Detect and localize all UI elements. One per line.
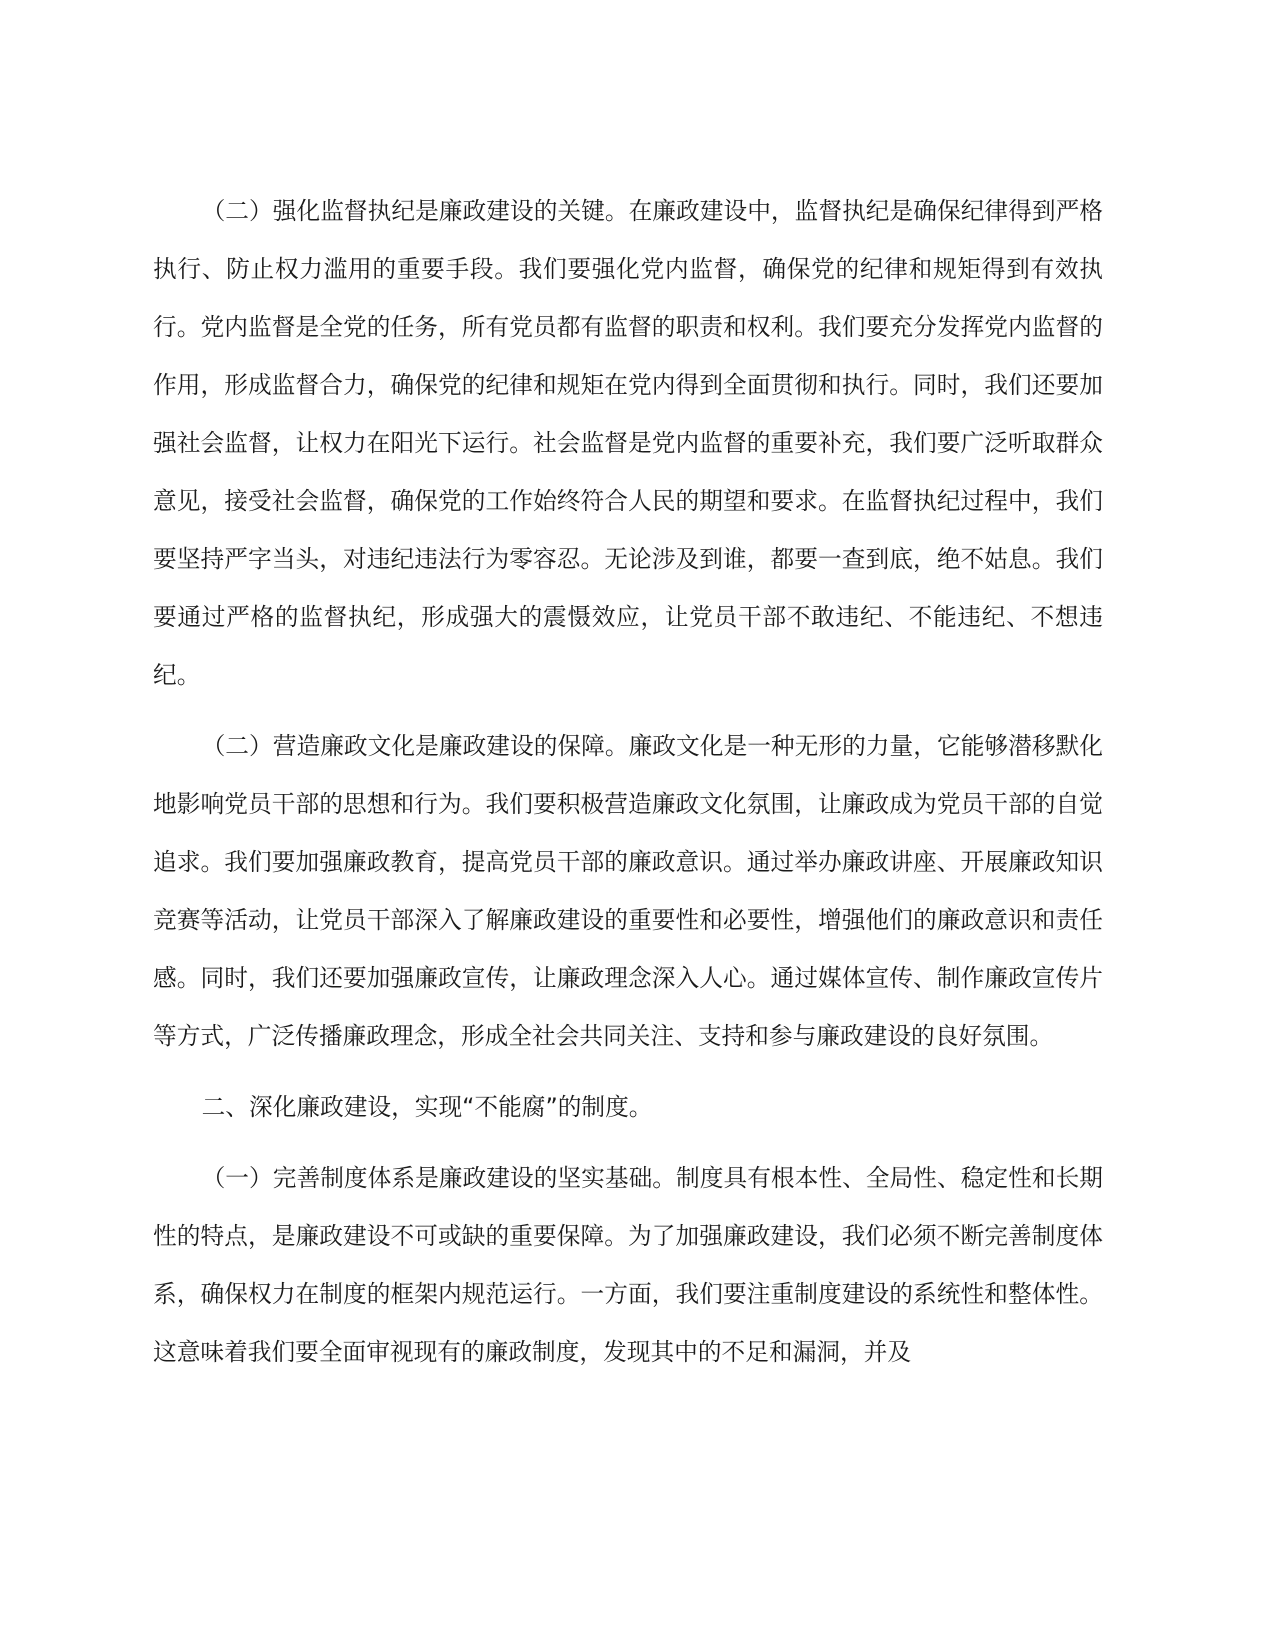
paragraph-supervision-discipline: （二）强化监督执纪是廉政建设的关键。在廉政建设中，监督执纪是确保纪律得到严格执行、防止权力滥用的重要手段。我们要强化党内监督，确保党的纪律和规矩得到有效执行。党内监督是全党的任务，所有党员都有监督的职责和权利。我们要充分发挥党内监督的作用，形成监督合力，确保党的纪律和规矩在党内得到全面贯彻和执行。同时，我们还要加强社会监督，让权力在阳光下运行。社会监督是党内监督的重要补充，我们要广泛听取群众意见，接受社会监督，确保党的工作始终符合人民的期望和要求。在监督执纪过程中，我们要坚持严字当头，对违纪违法行为零容忍。无论涉及到谁，都要一查到底，绝不姑息。我们要通过严格的监督执纪，形成强大的震慑效应，让党员干部不敢违纪、不能违纪、不想违纪。 [153, 197, 1103, 689]
document-page [153, 182, 1103, 1394]
paragraph-institutional-system: （一）完善制度体系是廉政建设的坚实基础。制度具有根本性、全局性、稳定性和长期性的特点，是廉政建设不可或缺的重要保障。为了加强廉政建设，我们必须不断完善制度体系，确保权力在制度的框架内规范运行。一方面，我们要注重制度建设的系统性和整体性。这意味着我们要全面审视现有的廉政制度，发现其中的不足和漏洞，并及 [153, 1164, 1103, 1366]
paragraph-integrity-culture: （二）营造廉政文化是廉政建设的保障。廉政文化是一种无形的力量，它能够潜移默化地影响党员干部的思想和行为。我们要积极营造廉政文化氛围，让廉政成为党员干部的自觉追求。我们要加强廉政教育，提高党员干部的廉政意识。通过举办廉政讲座、开展廉政知识竞赛等活动，让党员干部深入了解廉政建设的重要性和必要性，增强他们的廉政意识和责任感。同时，我们还要加强廉政宣传，让廉政理念深入人心。通过媒体宣传、制作廉政宣传片等方式，广泛传播廉政理念，形成全社会共同关注、支持和参与廉政建设的良好氛围。 [153, 732, 1103, 1050]
section-heading: 二、深化廉政建设，实现“不能腐”的制度。 [201, 1093, 653, 1121]
